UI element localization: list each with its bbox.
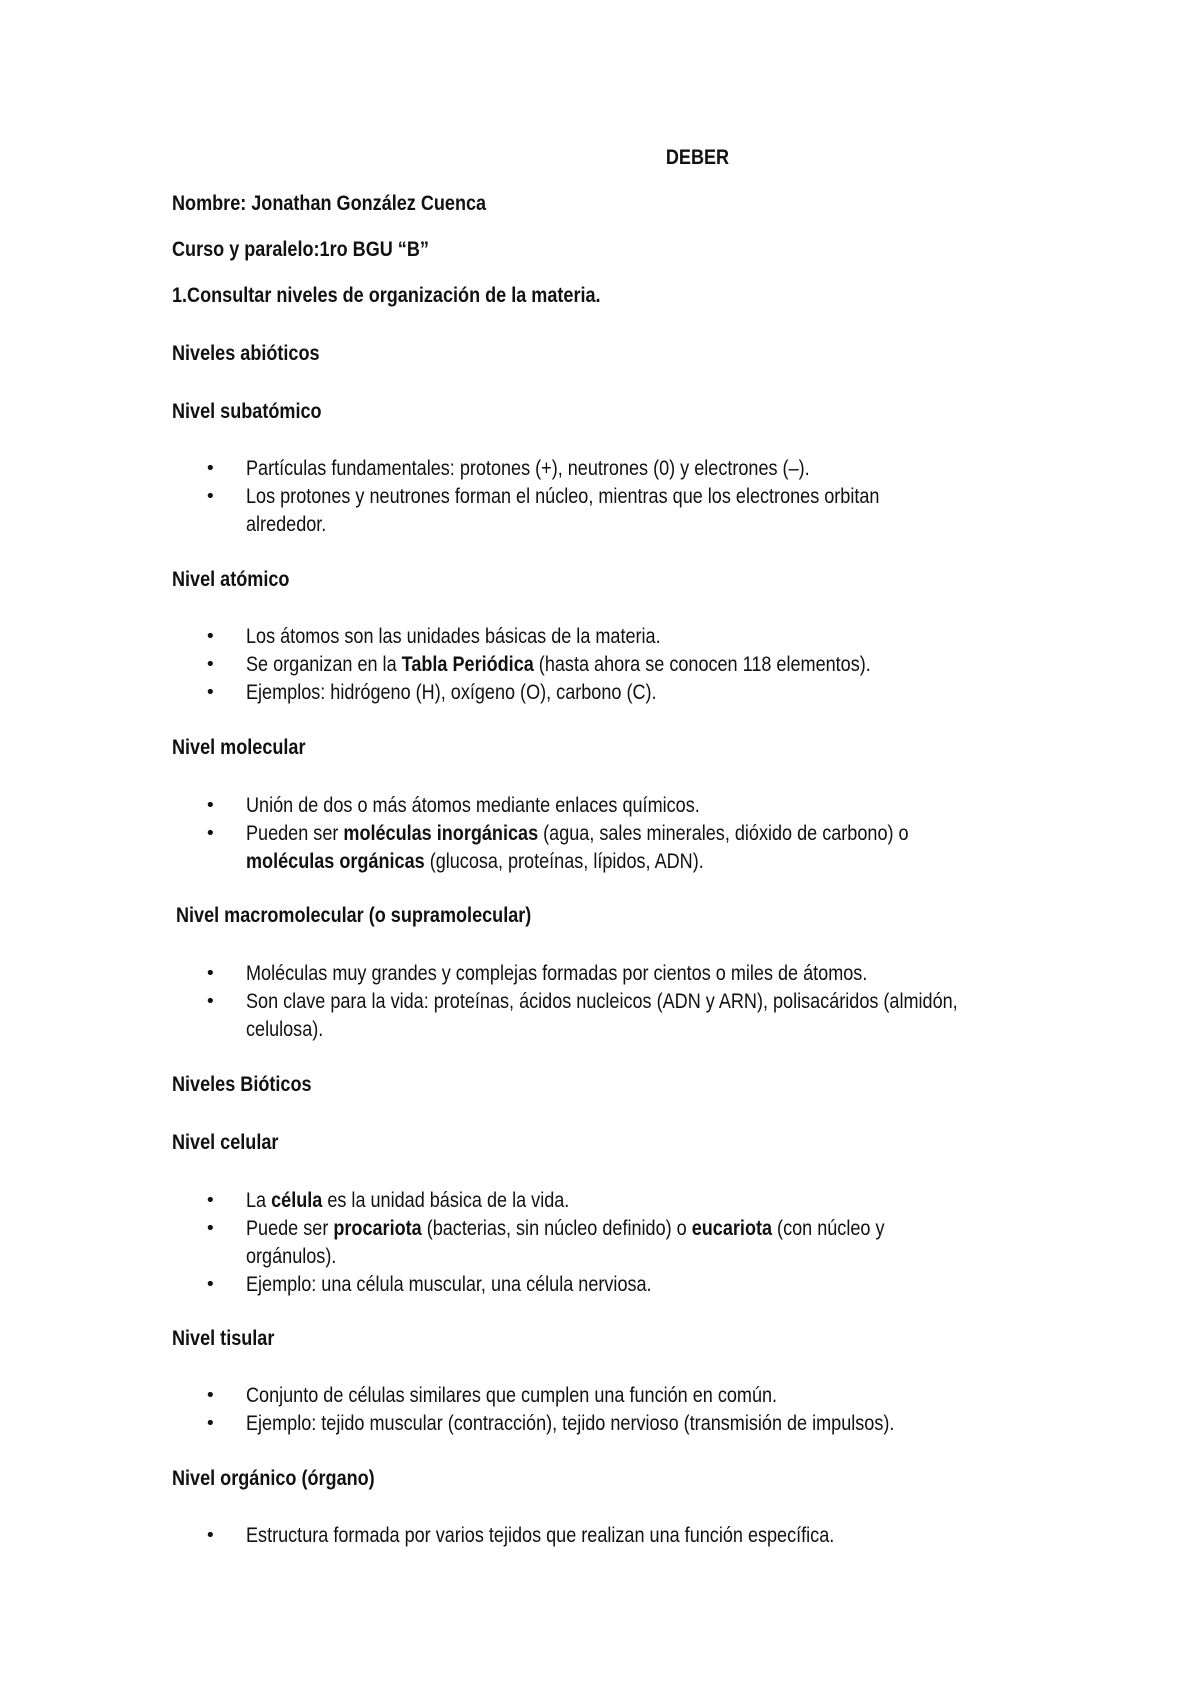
- student-name: Nombre: Jonathan González Cuenca: [172, 192, 487, 215]
- bullet-marker: •: [205, 1190, 216, 1211]
- bullet-marker: •: [205, 963, 216, 984]
- bullet-marker: •: [205, 1274, 216, 1295]
- list-item: Son clave para la vida: proteínas, ácidos nucleicos (ADN y ARN), polisacáridos (almidón,: [246, 990, 958, 1013]
- list-item: Conjunto de células similares que cumplen una función en común.: [246, 1384, 778, 1407]
- bullet-marker: •: [205, 1218, 216, 1239]
- heading-macromolecular: Nivel macromolecular (o supramolecular): [176, 904, 532, 927]
- bullet-marker: •: [205, 795, 216, 816]
- heading-subatomic: Nivel subatómico: [172, 400, 322, 423]
- list-item-continuation: moléculas orgánicas (glucosa, proteínas, lípidos, ADN).: [246, 850, 704, 873]
- bullet-marker: •: [205, 823, 216, 844]
- assignment-question: 1.Consultar niveles de organización de la materia.: [172, 284, 601, 307]
- heading-biotic-levels: Niveles Bióticos: [172, 1073, 312, 1096]
- bullet-marker: •: [205, 1413, 216, 1434]
- bullet-marker: •: [205, 682, 216, 703]
- list-item: Ejemplos: hidrógeno (H), oxígeno (O), carbono (C).: [246, 681, 657, 704]
- list-item: Pueden ser moléculas inorgánicas (agua, sales minerales, dióxido de carbono) o: [246, 822, 909, 845]
- list-item: Ejemplo: una célula muscular, una célula nerviosa.: [246, 1273, 652, 1296]
- heading-molecular: Nivel molecular: [172, 736, 306, 759]
- list-item-continuation: alrededor.: [246, 513, 327, 536]
- bold-term: eucariota: [691, 1217, 773, 1240]
- bullet-marker: •: [205, 458, 216, 479]
- heading-atomic: Nivel atómico: [172, 568, 290, 591]
- bold-term: Tabla Periódica: [401, 653, 534, 676]
- list-item: Los átomos son las unidades básicas de la materia.: [246, 625, 661, 648]
- list-item-continuation: celulosa).: [246, 1018, 324, 1041]
- bullet-marker: •: [205, 654, 216, 675]
- list-item: Unión de dos o más átomos mediante enlaces químicos.: [246, 794, 700, 817]
- list-item: Moléculas muy grandes y complejas formadas por cientos o miles de átomos.: [246, 962, 868, 985]
- bullet-marker: •: [205, 991, 216, 1012]
- list-item: Estructura formada por varios tejidos que realizan una función específica.: [246, 1524, 835, 1547]
- list-item-continuation: orgánulos).: [246, 1245, 337, 1268]
- list-item: Partículas fundamentales: protones (+), neutrones (0) y electrones (–).: [246, 457, 810, 480]
- bullet-marker: •: [205, 486, 216, 507]
- heading-organ: Nivel orgánico (órgano): [172, 1467, 375, 1490]
- heading-cellular: Nivel celular: [172, 1131, 279, 1154]
- list-item: Puede ser procariota (bacterias, sin núcleo definido) o eucariota (con núcleo y: [246, 1217, 885, 1240]
- list-item: La célula es la unidad básica de la vida.: [246, 1189, 570, 1212]
- list-item: Los protones y neutrones forman el núcleo, mientras que los electrones orbitan: [246, 485, 880, 508]
- bold-term: moléculas inorgánicas: [343, 822, 539, 845]
- bullet-marker: •: [205, 1525, 216, 1546]
- list-item: Ejemplo: tejido muscular (contracción), tejido nervioso (transmisión de impulsos).: [246, 1412, 895, 1435]
- bullet-marker: •: [205, 626, 216, 647]
- document-title: DEBER: [665, 146, 730, 169]
- list-item: Se organizan en la Tabla Periódica (hasta ahora se conocen 118 elementos).: [246, 653, 871, 676]
- bullet-marker: •: [205, 1385, 216, 1406]
- bold-term: célula: [271, 1189, 323, 1212]
- bold-term: procariota: [333, 1217, 422, 1240]
- course-line: Curso y paralelo:1ro BGU “B”: [172, 238, 429, 261]
- heading-tissue: Nivel tisular: [172, 1327, 275, 1350]
- bold-term: moléculas orgánicas: [246, 850, 425, 873]
- heading-abiotic-levels: Niveles abióticos: [172, 342, 320, 365]
